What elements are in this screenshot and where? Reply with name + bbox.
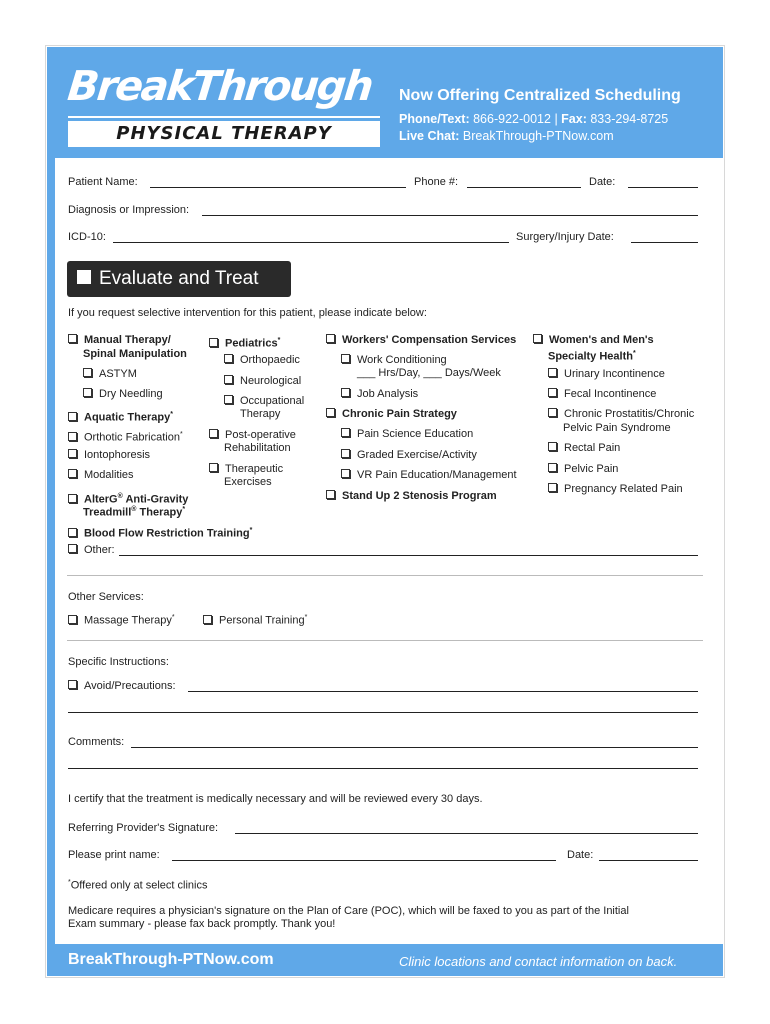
checkbox-icon[interactable] bbox=[341, 469, 350, 478]
option-label: Workers' Compensation Services bbox=[342, 334, 517, 346]
checkbox-icon[interactable] bbox=[203, 615, 212, 624]
checkbox-work-conditioning[interactable] bbox=[341, 354, 447, 367]
checkbox-orthopaedic[interactable] bbox=[224, 354, 300, 367]
avoid-field[interactable] bbox=[188, 691, 698, 692]
checkbox-icon[interactable] bbox=[224, 395, 233, 404]
checkbox-icon[interactable] bbox=[548, 483, 557, 492]
checkbox-prostatitis[interactable] bbox=[548, 408, 694, 421]
option-label: Post-operative bbox=[225, 429, 296, 441]
checkbox-icon[interactable] bbox=[83, 388, 92, 397]
checkbox-astym[interactable] bbox=[83, 368, 137, 381]
scheduling-heading: Now Offering Centralized Scheduling bbox=[399, 87, 681, 104]
other-services-title: Other Services: bbox=[68, 591, 144, 603]
option-label: Stand Up 2 Stenosis Program bbox=[342, 490, 497, 502]
checkbox-modalities[interactable] bbox=[68, 469, 134, 482]
date-field[interactable] bbox=[628, 187, 698, 188]
checkbox-icon[interactable] bbox=[68, 432, 77, 441]
checkbox-pain-science[interactable] bbox=[341, 428, 473, 441]
phone-label: Phone/Text: bbox=[399, 112, 470, 126]
checkbox-vr-pain[interactable] bbox=[341, 469, 517, 482]
diagnosis-field[interactable] bbox=[202, 215, 698, 216]
divider bbox=[67, 575, 703, 576]
other-field[interactable] bbox=[119, 555, 698, 556]
option-label: Pregnancy Related Pain bbox=[564, 483, 683, 495]
checkbox-icon[interactable] bbox=[68, 544, 77, 553]
option-label: Neurological bbox=[240, 375, 302, 387]
checkbox-icon[interactable] bbox=[548, 368, 557, 377]
option-label: VR Pain Education/Management bbox=[357, 469, 517, 481]
option-label: Therapy bbox=[240, 408, 281, 420]
option-label: Modalities bbox=[84, 469, 134, 481]
checkbox-icon[interactable] bbox=[326, 408, 335, 417]
footnote-mark: * bbox=[182, 506, 186, 513]
signature-date-field[interactable] bbox=[599, 860, 698, 861]
checkbox-icon[interactable] bbox=[68, 528, 77, 537]
checkbox-icon[interactable] bbox=[341, 449, 350, 458]
section-heading bbox=[67, 261, 291, 297]
footnote-text: Offered only at select clinics bbox=[70, 879, 208, 892]
footer-website[interactable]: BreakThrough-PTNow.com bbox=[68, 951, 274, 968]
option-label: Pelvic Pain bbox=[564, 463, 619, 475]
fax-label: Fax: bbox=[561, 112, 587, 126]
checkbox-icon[interactable] bbox=[68, 334, 77, 343]
option-label: Pediatrics bbox=[225, 337, 278, 350]
phone-label: Phone #: bbox=[414, 176, 459, 188]
option-label: Manual Therapy/ bbox=[84, 334, 171, 346]
checkbox-bfr[interactable] bbox=[68, 524, 252, 541]
patient-name-label: Patient Name: bbox=[68, 176, 138, 188]
checkbox-icon[interactable] bbox=[224, 375, 233, 384]
contact-phone-fax bbox=[399, 112, 668, 126]
print-name-label: Please print name: bbox=[68, 849, 160, 861]
checkbox-avoid[interactable] bbox=[68, 680, 176, 693]
checkbox-personal-training[interactable] bbox=[203, 611, 307, 628]
comments-label: Comments: bbox=[68, 736, 125, 748]
checkbox-specialty-health[interactable] bbox=[533, 334, 654, 347]
checkbox-icon[interactable] bbox=[68, 615, 77, 624]
phone-field[interactable] bbox=[467, 187, 581, 188]
section-title: Evaluate and Treat bbox=[99, 268, 259, 289]
option-label: Iontophoresis bbox=[84, 449, 151, 461]
checkbox-other[interactable] bbox=[68, 544, 115, 557]
signature-date-label: Date: bbox=[567, 849, 594, 861]
checkbox-icon[interactable] bbox=[224, 354, 233, 363]
checkbox-pregnancy[interactable] bbox=[548, 483, 683, 496]
icd-field[interactable] bbox=[113, 242, 509, 243]
fax-number[interactable]: 833-294-8725 bbox=[590, 112, 669, 126]
option-label: Chronic Pain Strategy bbox=[342, 408, 457, 420]
footer-note: Clinic locations and contact information on back. bbox=[399, 954, 678, 969]
option-label: Chronic Prostatitis/Chronic bbox=[564, 408, 695, 420]
checkbox-icon[interactable] bbox=[68, 680, 77, 689]
instruction-text: If you request selective intervention for this patient, please indicate below: bbox=[68, 307, 427, 319]
option-label: Pelvic Pain Syndrome bbox=[563, 422, 671, 434]
checkbox-icon[interactable] bbox=[209, 338, 218, 347]
option-label: Rectal Pain bbox=[564, 442, 621, 454]
date-label: Date: bbox=[589, 176, 616, 188]
checkbox-icon[interactable] bbox=[533, 334, 542, 343]
option-label: Occupational bbox=[240, 395, 305, 407]
avoid-field-line-2[interactable] bbox=[68, 712, 698, 713]
footnote-mark: * bbox=[179, 431, 183, 438]
hours-days-field[interactable]: ___ Hrs/Day, ___ Days/Week bbox=[357, 367, 501, 379]
certify-statement: I certify that the treatment is medically necessary and will be reviewed every 30 days. bbox=[68, 793, 483, 805]
comments-field[interactable] bbox=[131, 747, 698, 748]
checkbox-icon[interactable] bbox=[68, 494, 77, 503]
option-label: Urinary Incontinence bbox=[564, 368, 665, 380]
logo-subtitle: PHYSICAL THERAPY bbox=[68, 121, 380, 147]
checkbox-icon[interactable] bbox=[68, 469, 77, 478]
checkbox-icon[interactable] bbox=[341, 354, 350, 363]
option-label: ASTYM bbox=[99, 368, 137, 380]
option-label: Specialty Health bbox=[548, 350, 633, 363]
checkbox-icon[interactable] bbox=[341, 388, 350, 397]
checkbox-icon[interactable] bbox=[341, 428, 350, 437]
registered-mark: ® bbox=[117, 493, 123, 500]
checkbox-icon[interactable] bbox=[83, 368, 92, 377]
checkbox-pediatrics[interactable] bbox=[209, 334, 280, 351]
option-label: Pain Science Education bbox=[357, 428, 474, 440]
checkbox-icon[interactable] bbox=[548, 442, 557, 451]
option-label: Fecal Incontinence bbox=[564, 388, 657, 400]
checkbox-fecal[interactable] bbox=[548, 388, 656, 401]
option-label: Therapy bbox=[139, 506, 183, 519]
option-label: Treadmill bbox=[83, 506, 132, 519]
logo-divider bbox=[68, 116, 380, 118]
option-label: Anti-Gravity bbox=[125, 493, 189, 506]
checkbox-icon[interactable] bbox=[326, 334, 335, 343]
checkbox-icon[interactable] bbox=[68, 449, 77, 458]
checkbox-rectal[interactable] bbox=[548, 442, 620, 455]
surgery-date-field[interactable] bbox=[631, 242, 698, 243]
checkbox-pelvic[interactable] bbox=[548, 463, 618, 476]
option-label: Rehabilitation bbox=[224, 442, 291, 454]
checkbox-graded-exercise[interactable] bbox=[341, 449, 477, 462]
checkbox-stand-up[interactable] bbox=[326, 490, 497, 503]
option-label bbox=[548, 347, 636, 364]
checkbox-urinary[interactable] bbox=[548, 368, 665, 381]
icd-label: ICD-10: bbox=[68, 231, 106, 243]
footnote-mark: * bbox=[171, 614, 175, 621]
footnote-mark: * bbox=[170, 411, 173, 418]
divider bbox=[67, 640, 703, 641]
option-label: Work Conditioning bbox=[357, 354, 447, 366]
option-label: Blood Flow Restriction Training bbox=[84, 527, 250, 540]
checkbox-icon[interactable] bbox=[209, 463, 218, 472]
option-label: Women's and Men's bbox=[549, 334, 654, 346]
option-label: Orthotic Fabrication bbox=[84, 431, 180, 444]
checkbox-therapeutic[interactable] bbox=[209, 463, 283, 476]
registered-mark: ® bbox=[131, 506, 137, 513]
option-label: Personal Training bbox=[219, 614, 305, 627]
checkbox-iontophoresis[interactable] bbox=[68, 449, 150, 462]
option-label: Avoid/Precautions: bbox=[84, 680, 176, 692]
surgery-date-label: Surgery/Injury Date: bbox=[516, 231, 614, 243]
checkbox-massage[interactable] bbox=[68, 611, 175, 628]
option-label: Job Analysis bbox=[357, 388, 419, 400]
option-label: Exercises bbox=[224, 476, 272, 488]
checkbox-job-analysis[interactable] bbox=[341, 388, 418, 401]
footnote-mark: * bbox=[277, 337, 281, 344]
option-label: Therapeutic bbox=[225, 463, 284, 475]
patient-name-field[interactable] bbox=[150, 187, 406, 188]
checkbox-icon[interactable] bbox=[548, 463, 557, 472]
checkbox-post-operative[interactable] bbox=[209, 429, 296, 442]
option-label: Graded Exercise/Activity bbox=[357, 449, 477, 461]
option-label: Orthopaedic bbox=[240, 354, 300, 366]
footnote-mark: * bbox=[632, 350, 636, 357]
phone-number[interactable]: 866-922-0012 bbox=[473, 112, 551, 126]
footnote-mark: * bbox=[304, 614, 308, 621]
checkbox-neurological[interactable] bbox=[224, 375, 301, 388]
checkbox-orthotic[interactable] bbox=[68, 428, 183, 445]
checkbox-workers-comp[interactable] bbox=[326, 334, 516, 347]
diagnosis-label: Diagnosis or Impression: bbox=[68, 204, 190, 216]
contact-chat bbox=[399, 129, 614, 143]
checkbox-icon[interactable] bbox=[326, 490, 335, 499]
medicare-note: Medicare requires a physician's signature on the Plan of Care (POC), which will be faxed to you as part of the Initial bbox=[68, 905, 629, 917]
checkbox-chronic-pain[interactable] bbox=[326, 408, 457, 421]
checkbox-aquatic-therapy[interactable] bbox=[68, 408, 173, 425]
footnote-mark: * bbox=[249, 527, 253, 534]
option-label: Massage Therapy bbox=[84, 614, 172, 627]
option-label: Dry Needling bbox=[99, 388, 163, 400]
checkbox-icon[interactable] bbox=[548, 408, 557, 417]
signature-field[interactable] bbox=[235, 833, 698, 834]
option-label: Other: bbox=[84, 544, 115, 556]
medicare-note-2: Exam summary - please fax back promptly. Thank you! bbox=[68, 918, 336, 930]
checkbox-icon[interactable] bbox=[548, 388, 557, 397]
signature-label: Referring Provider's Signature: bbox=[68, 822, 219, 834]
option-label: Aquatic Therapy bbox=[84, 411, 171, 424]
option-label: Spinal Manipulation bbox=[83, 348, 187, 360]
square-icon bbox=[77, 270, 91, 284]
checkbox-occupational[interactable] bbox=[224, 395, 304, 408]
footnote bbox=[68, 876, 207, 893]
checkbox-manual-therapy[interactable] bbox=[68, 334, 171, 347]
print-name-field[interactable] bbox=[172, 860, 556, 861]
option-label bbox=[83, 503, 185, 520]
logo-wordmark: BreakThrough bbox=[65, 62, 375, 110]
checkbox-icon[interactable] bbox=[209, 429, 218, 438]
checkbox-icon[interactable] bbox=[68, 412, 77, 421]
instructions-title: Specific Instructions: bbox=[68, 656, 169, 668]
comments-field-line-2[interactable] bbox=[68, 768, 698, 769]
footnote-mark: * bbox=[68, 879, 71, 886]
chat-link[interactable]: BreakThrough-PTNow.com bbox=[462, 129, 614, 143]
option-label: AlterG bbox=[84, 493, 118, 506]
separator: | bbox=[554, 112, 558, 126]
checkbox-dry-needling[interactable] bbox=[83, 388, 163, 401]
chat-label: Live Chat: bbox=[399, 129, 460, 143]
